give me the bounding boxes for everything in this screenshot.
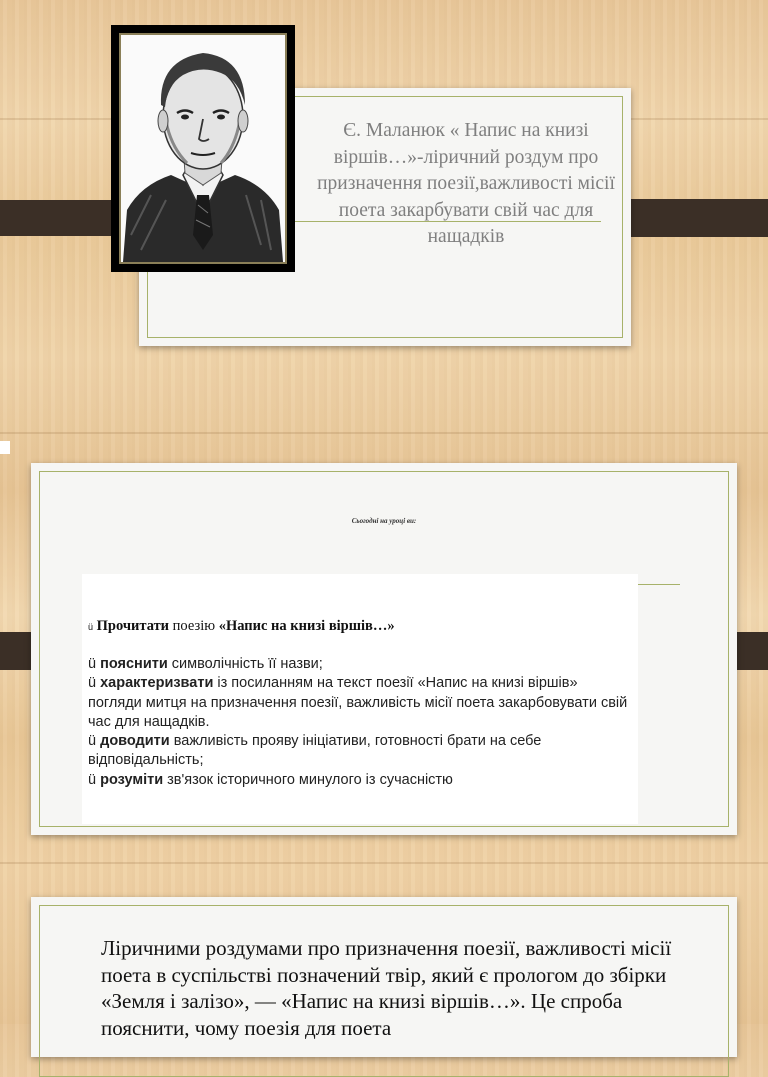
slide-body-text: Ліричними роздумами про призначення поезії, важливості місії поета в суспільстві позначений твір, який є прологом до збірки «Земля і залізо», — «Напис на книзі віршів…». Це спроба пояснити, чому поезія для поета xyxy=(101,936,672,1040)
objectives-list xyxy=(88,655,633,790)
text-slide xyxy=(31,897,737,1057)
objective-text: поезію xyxy=(169,618,219,634)
slide-title: Є. Маланюк « Напис на книзі віршів…»-ліричний роздум про призначення поезії,важливості місії поета закарбувати свій час для нащадків xyxy=(317,120,615,247)
objective-item xyxy=(88,655,633,674)
objective-item xyxy=(88,674,633,732)
objective-verb: розуміти xyxy=(100,771,164,788)
objective-verb: характеризвати xyxy=(100,675,214,692)
objective-item xyxy=(88,618,395,635)
objectives-slide xyxy=(31,463,737,835)
check-icon: ü xyxy=(88,675,97,692)
objectives-box xyxy=(82,574,638,824)
objective-text: символічність її назви; xyxy=(167,656,323,672)
check-icon: ü xyxy=(88,771,97,788)
objective-text: зв'язок історичного минулого із сучасністю xyxy=(163,771,453,788)
objective-item xyxy=(88,771,633,790)
wood-seam xyxy=(0,862,768,864)
objective-poem-title: «Напис на книзі віршів…» xyxy=(218,618,395,634)
objective-text: важливість прояву ініціативи, готовності брати на себе відповідальність; xyxy=(88,733,542,769)
portrait-image xyxy=(119,33,287,264)
author-portrait xyxy=(111,25,295,272)
check-icon: ü xyxy=(88,733,97,750)
objective-item xyxy=(88,732,633,771)
check-icon: ü xyxy=(88,656,97,672)
objectives-heading: Сьогодні на уроці ви: xyxy=(351,517,417,525)
slide-marker xyxy=(0,441,10,454)
wood-seam xyxy=(0,432,768,434)
objective-verb: пояснити xyxy=(100,656,168,672)
check-icon: ü xyxy=(88,622,94,632)
objective-verb: доводити xyxy=(100,733,170,750)
decor-band xyxy=(613,199,768,237)
portrait-sketch-icon xyxy=(121,35,285,262)
heading-underline xyxy=(638,584,680,585)
objective-verb: Прочитати xyxy=(96,618,170,634)
objective-text: із посиланням на текст поезії «Напис на книзі віршів» погляди митця на призначення поезії, важливість місії поета закарбовувати свій час для нащадків. xyxy=(88,675,628,730)
